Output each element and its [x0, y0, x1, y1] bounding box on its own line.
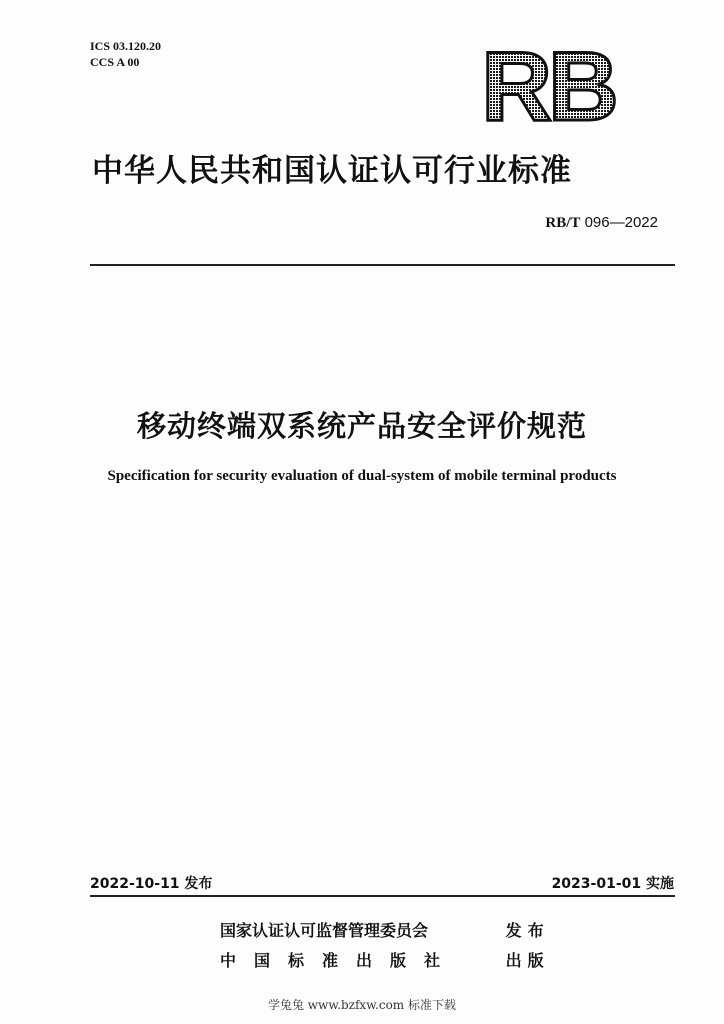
- rb-logo: [478, 44, 618, 124]
- implementation-date: 2023-01-01 实施: [551, 876, 674, 892]
- document-title-chinese: 移动终端双系统产品安全评价规范: [136, 409, 587, 443]
- classification-codes: [90, 38, 161, 70]
- top-divider: [90, 264, 675, 266]
- ccs-code: CCS A 00: [90, 55, 140, 69]
- issuer-role: 发布: [505, 921, 550, 940]
- publisher-role: 出版: [505, 951, 550, 970]
- standard-number-value: 096—2022: [584, 214, 658, 231]
- publisher-row: [220, 948, 550, 971]
- rb-logo-text: RB: [481, 44, 615, 124]
- issuer-row: [220, 918, 550, 941]
- standard-category-title: 中华人民共和国认证认可行业标准: [92, 153, 572, 189]
- ics-code: ICS 03.120.20: [90, 39, 162, 53]
- publisher-organization: 中国标准出版社: [220, 951, 459, 970]
- download-watermark: 学兔兔 www.bzfxw.com 标准下载: [267, 998, 457, 1012]
- standard-number: [545, 214, 658, 232]
- document-title-english: Specification for security evaluation of dual-system of mobile terminal products: [107, 468, 617, 484]
- bottom-divider: [90, 895, 675, 897]
- standard-number-prefix: RB/T: [545, 215, 581, 231]
- issuer-organization: 国家认证认可监督管理委员会: [220, 921, 429, 940]
- release-date: 2022-10-11 发布: [90, 876, 213, 892]
